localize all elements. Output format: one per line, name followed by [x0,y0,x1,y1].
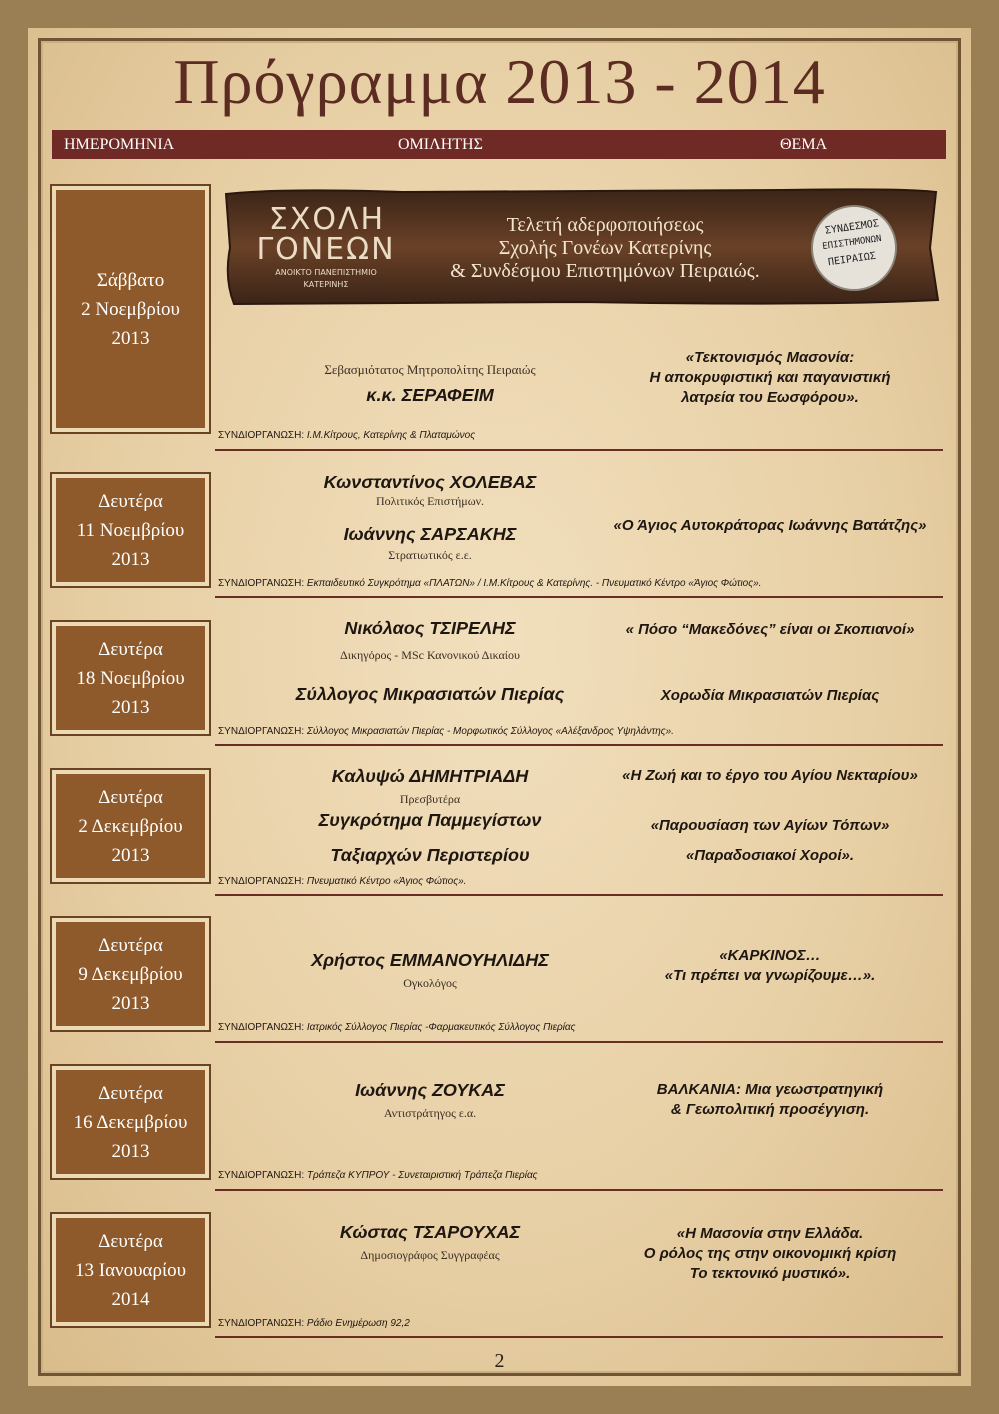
banner-seal-text1: ΣΥΝΔΕΣΜΟΣ [824,218,880,237]
speaker-name: Σύλλογος Μικρασιατών Πιερίας [295,684,565,704]
weekday: Δευτέρα [98,1230,163,1252]
year: 2014 [111,1288,150,1310]
co-organizers [218,578,761,589]
topic: «Ο Άγιος Αυτοκράτορας Ιωάννης Βατάτζης» [613,517,927,534]
banner-logo-sub1: ΑΝΟΙΚΤΟ ΠΑΝΕΠΙΣΤΗΜΙΟ [275,268,377,277]
banner-seal-text3: ΠΕΙΡΑΙΩΣ [827,250,877,269]
topic-line: «ΚΑΡΚΙΝΟΣ… [719,947,821,964]
date-box [52,918,209,1030]
co-organizers-label: ΣΥΝΔΙΟΡΓΑΝΩΣΗ: [218,1022,305,1033]
speaker-name: Ιωάννης ΣΑΡΣΑΚΗΣ [343,524,517,544]
speaker-name: Χρήστος ΕΜΜΑΝΟΥΗΛΙΔΗΣ [311,950,549,970]
date-box [52,622,209,734]
date-box [52,474,209,586]
co-organizers [218,726,674,737]
weekday: Δευτέρα [98,638,163,660]
topic-line: «Τι πρέπει να γνωρίζουμε…». [664,967,876,984]
banner-logo-line2: ΓΟΝΕΩΝ [256,232,396,267]
speaker-role: Πολιτικός Επιστήμων. [375,494,485,508]
page-number: 2 [494,1350,505,1372]
speaker-role: Πρεσβυτέρα [399,792,461,806]
date-box [52,1066,209,1178]
topic: Χορωδία Μικρασιατών Πιερίας [660,687,880,704]
topic-line: Το τεκτονικό μυστικό». [689,1265,851,1282]
separator [215,596,943,598]
topic [590,1080,950,1120]
topic-line: Η αποκρυφιστική και παγανιστική [649,369,891,386]
co-organizers-label: ΣΥΝΔΙΟΡΓΑΝΩΣΗ: [218,876,305,887]
year: 2013 [111,327,150,349]
date-box [52,186,209,432]
co-organizers [218,1022,576,1033]
banner-logo-line1: ΣΧΟΛΗ [268,202,386,237]
speaker-name: Κωνσταντίνος ΧΟΛΕΒΑΣ [323,472,537,492]
weekday: Δευτέρα [98,786,163,808]
topic [590,1224,950,1284]
co-organizers-text: Ράδιο Ενημέρωση 92,2 [306,1318,410,1329]
year: 2013 [111,992,150,1014]
topic: « Πόσο “Μακεδόνες” είναι οι Σκοπιανοί» [625,621,915,638]
date: 11 Νοεμβρίου [76,519,185,541]
topic-line: & Γεωπολιτική προσέγγιση. [670,1101,870,1118]
speaker-name: Ιωάννης ΖΟΥΚΑΣ [355,1080,505,1100]
speaker-name: Κώστας ΤΣΑΡΟΥΧΑΣ [339,1222,521,1242]
weekday: Δευτέρα [98,934,163,956]
speaker-role: Στρατιωτικός ε.ε. [388,548,472,562]
separator [215,894,943,896]
topic [590,348,950,408]
speaker-role: Δικηγόρος - MSc Κανονικού Δικαίου [340,648,520,662]
speaker-role: Αντιστράτηγος ε.α. [383,1106,477,1120]
header-topic: ΘΕΜΑ [780,136,828,153]
separator [215,449,943,451]
topic-line: ΒΑΛΚΑΝΙΑ: Μια γεωστρατηγική [656,1081,884,1098]
date: 2 Νοεμβρίου [81,298,180,320]
topic-line: λατρεία του Εωσφόρου». [681,389,859,406]
date: 9 Δεκεμβρίου [78,963,183,985]
topic: «Η Ζωή και το έργο του Αγίου Νεκταρίου» [622,767,918,784]
year: 2013 [111,1140,150,1162]
speaker-role: Δημοσιογράφος Συγγραφέας [360,1248,500,1262]
co-organizers-text: Τράπεζα ΚΥΠΡΟΥ - Συνεταιριστική Τράπεζα Πιερίας [306,1170,538,1181]
co-organizers [218,1318,410,1329]
topic-line: «Η Μασονία στην Ελλάδα. [676,1225,864,1242]
column-header-bar [52,130,946,159]
date: 16 Δεκεμβρίου [73,1111,188,1133]
date: 18 Νοεμβρίου [76,667,185,689]
topic-line: «Τεκτονισμός Μασονία: [685,349,855,366]
banner-text-2: Σχολής Γονέων Κατερίνης [498,237,712,259]
speaker-name: Νικόλαος ΤΣΙΡΕΛΗΣ [344,618,516,638]
separator [215,1336,943,1338]
co-organizers-text: Σύλλογος Μικρασιατών Πιερίας - Μορφωτικός Σύλλογος «Αλέξανδρος Υψηλάντης». [306,726,674,737]
year: 2013 [111,696,150,718]
header-speaker: ΟΜΙΛΗΤΗΣ [398,136,483,153]
speaker-name: Συγκρότημα Παμμεγίστων [318,810,542,830]
topic: «Παρουσίαση των Αγίων Τόπων» [650,817,890,834]
speaker-role: Σεβασμιότατος Μητροπολίτης Πειραιώς [324,362,536,377]
co-organizers [218,1170,538,1181]
co-organizers [218,430,475,441]
co-organizers-label: ΣΥΝΔΙΟΡΓΑΝΩΣΗ: [218,1170,305,1181]
date-box [52,770,209,882]
year: 2013 [111,548,150,570]
separator [215,1189,943,1191]
co-organizers-text: Ιατρικός Σύλλογος Πιερίας -Φαρμακευτικός Σύλλογος Πιερίας [306,1022,576,1033]
date: 13 Ιανουαρίου [75,1259,186,1281]
year: 2013 [111,844,150,866]
speaker-role: Ογκολόγος [403,976,457,990]
header-date: ΗΜΕΡΟΜΗΝΙΑ [64,136,175,153]
banner-logo-sub2: ΚΑΤΕΡΙΝΗΣ [303,280,349,289]
separator [215,1041,943,1043]
topic: «Παραδοσιακοί Χοροί». [685,847,855,864]
speaker-name: κ.κ. ΣΕΡΑΦΕΙΜ [366,385,494,405]
date-box [52,1214,209,1326]
co-organizers-text: Ι.Μ.Κίτρους, Κατερίνης & Πλαταμώνος [306,430,476,441]
co-organizers [218,876,466,887]
speaker-name: Ταξιαρχών Περιστερίου [330,845,530,865]
weekday: Σάββατο [96,269,165,291]
co-organizers-text: Εκπαιδευτικό Συγκρότημα «ΠΛΑΤΩΝ» / Ι.Μ.Κίτρους & Κατερίνης. - Πνευματικό Κέντρο «Άγιος Φώτιος». [306,578,762,589]
weekday: Δευτέρα [98,490,163,512]
co-organizers-label: ΣΥΝΔΙΟΡΓΑΝΩΣΗ: [218,726,305,737]
topic-line: Ο ρόλος της στην οικονομική κρίση [643,1245,897,1262]
co-organizers-label: ΣΥΝΔΙΟΡΓΑΝΩΣΗ: [218,1318,305,1329]
banner-seal-text2: ΕΠΙΣΤΗΜΟΝΩΝ [821,233,883,253]
page-title: Πρόγραμμα 2013 - 2014 [173,46,826,117]
co-organizers-label: ΣΥΝΔΙΟΡΓΑΝΩΣΗ: [218,430,305,441]
speaker-name: Καλυψώ ΔΗΜΗΤΡΙΑΔΗ [331,766,529,786]
topic [590,946,950,986]
date: 2 Δεκεμβρίου [78,815,183,837]
banner-text-1: Τελετή αδερφοποιήσεως [506,214,704,236]
co-organizers-text: Πνευματικό Κέντρο «Άγιος Φώτιος». [306,876,467,887]
separator [215,744,943,746]
weekday: Δευτέρα [98,1082,163,1104]
co-organizers-label: ΣΥΝΔΙΟΡΓΑΝΩΣΗ: [218,578,305,589]
banner-text-3: & Συνδέσμου Επιστημόνων Πειραιώς. [450,260,760,282]
